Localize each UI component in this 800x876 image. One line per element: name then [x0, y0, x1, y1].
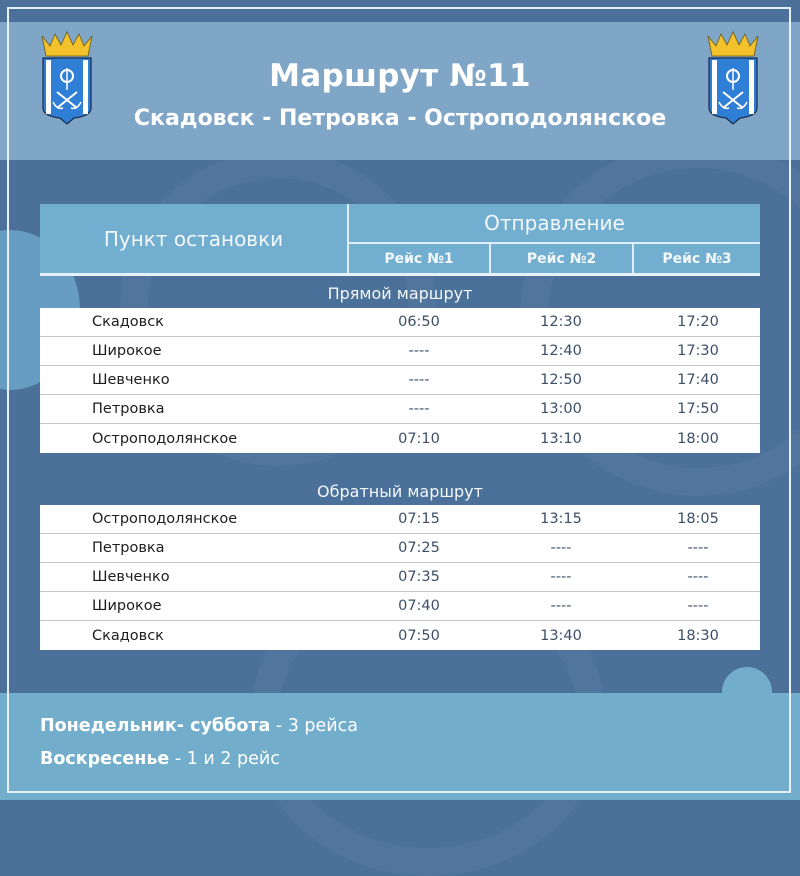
table-row — [40, 534, 760, 563]
section-direct-route: Прямой маршрут — [327, 283, 473, 303]
stop-name: Широкое — [92, 598, 162, 614]
note-trips: - 1 и 2 рейс — [169, 749, 280, 769]
time-trip-1: 07:35 — [398, 569, 440, 585]
table-row — [40, 308, 760, 337]
direct-route-rows — [40, 308, 760, 453]
footer-band — [0, 693, 800, 800]
stop-name: Скадовск — [92, 314, 164, 330]
time-trip-1: 07:40 — [398, 598, 440, 614]
stop-name: Шевченко — [92, 372, 170, 388]
stop-name: Остроподолянское — [92, 511, 238, 527]
time-trip-3: 17:50 — [677, 401, 719, 417]
time-trip-1: ---- — [408, 372, 430, 388]
time-trip-3: ---- — [687, 569, 709, 585]
column-header-trip-2: Рейс №2 — [491, 244, 634, 273]
time-trip-2: 12:30 — [540, 314, 582, 330]
stop-name: Скадовск — [92, 627, 164, 644]
table-row — [40, 366, 760, 395]
schedule-note-sunday — [40, 749, 280, 769]
time-trip-3: ---- — [687, 540, 709, 556]
column-header-trip-1: Рейс №1 — [349, 244, 491, 273]
table-row — [40, 505, 760, 534]
page-title: Маршрут №11 — [269, 58, 531, 94]
time-trip-3: 17:40 — [677, 372, 719, 388]
time-trip-1: 06:50 — [398, 314, 440, 330]
time-trip-2: 13:40 — [540, 627, 582, 644]
time-trip-3: 17:20 — [677, 314, 719, 330]
time-trip-3: 18:05 — [677, 511, 719, 527]
time-trip-1: 07:25 — [398, 540, 440, 556]
time-trip-3: 17:30 — [677, 343, 719, 359]
time-trip-2: 12:40 — [540, 343, 582, 359]
time-trip-2: 13:00 — [540, 401, 582, 417]
time-trip-2: 13:15 — [540, 511, 582, 527]
schedule-table-header — [40, 204, 760, 276]
table-row — [40, 395, 760, 424]
note-days: Воскресенье — [40, 749, 170, 769]
schedule-note-weekdays — [40, 716, 358, 736]
stop-name: Петровка — [92, 401, 165, 417]
table-row — [40, 563, 760, 592]
stop-name: Широкое — [92, 343, 162, 359]
section-reverse-route: Обратный маршрут — [317, 481, 483, 501]
column-header-stop: Пункт остановки — [40, 204, 349, 273]
stop-name: Остроподолянское — [92, 430, 238, 447]
time-trip-1: 07:15 — [398, 511, 440, 527]
divider — [40, 273, 760, 276]
table-row — [40, 424, 760, 453]
reverse-route-rows — [40, 505, 760, 650]
time-trip-1: 07:50 — [398, 627, 440, 644]
table-row — [40, 621, 760, 650]
table-row — [40, 337, 760, 366]
time-trip-2: ---- — [550, 598, 572, 614]
time-trip-2: ---- — [550, 569, 572, 585]
note-trips: - 3 рейса — [270, 716, 359, 736]
time-trip-2: 12:50 — [540, 372, 582, 388]
stop-name: Шевченко — [92, 569, 170, 585]
time-trip-2: ---- — [550, 540, 572, 556]
stop-name: Петровка — [92, 540, 165, 556]
time-trip-3: 18:30 — [677, 627, 719, 644]
table-row — [40, 592, 760, 621]
time-trip-3: 18:00 — [677, 430, 719, 447]
time-trip-1: ---- — [408, 401, 430, 417]
time-trip-3: ---- — [687, 598, 709, 614]
time-trip-1: ---- — [408, 343, 430, 359]
time-trip-1: 07:10 — [398, 430, 440, 447]
column-header-departure: Отправление — [349, 204, 760, 244]
time-trip-2: 13:10 — [540, 430, 582, 447]
note-days: Понедельник- суббота — [40, 716, 271, 736]
route-subtitle: Скадовск - Петровка - Остроподолянское — [133, 106, 667, 131]
column-header-trip-3: Рейс №3 — [662, 250, 732, 267]
